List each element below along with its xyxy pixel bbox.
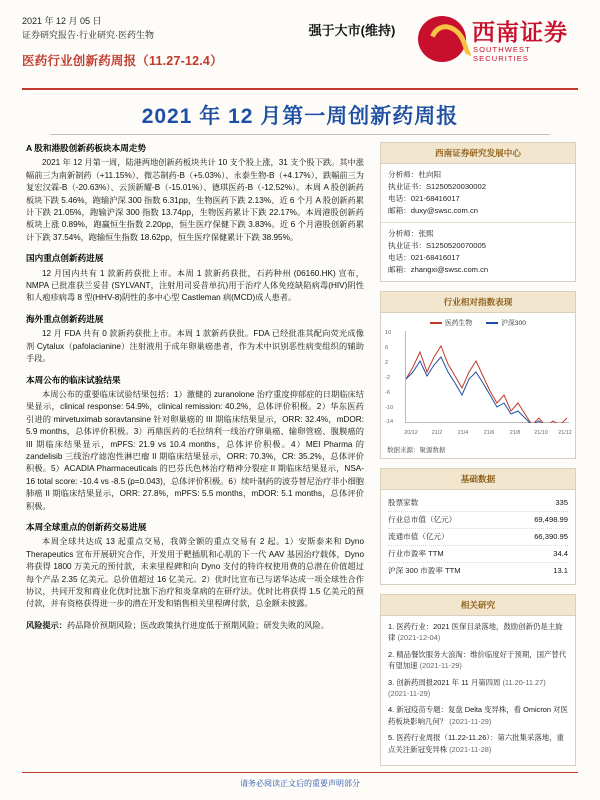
table-row bbox=[388, 495, 568, 512]
section-body-domestic: 12 月国内共有 1 款新药获批上市。本周 1 款新药获批，石药种州 (06160.HK) 宣布，NMPA 已批准获兰妥昔 (SYLVANT，注射用司妥昔单抗)用于治疗人体免疫缺陷病毒(HIV)阴性和人疱疹病毒 8 型(HHV-8)阴性的多中心型 Castleman 病(MCD)成人患者。 bbox=[26, 268, 364, 303]
series-line-benchmark bbox=[406, 357, 567, 423]
report-sector-title: 医药行业创新药周报（11.27-12.4） bbox=[22, 54, 223, 68]
data-key: 股票家数 bbox=[388, 498, 419, 507]
data-key: 流通市值（亿元） bbox=[388, 532, 449, 541]
report-date: (2021-11-29) bbox=[388, 689, 431, 699]
industry-index-chart-box bbox=[380, 291, 576, 459]
chart-area bbox=[381, 313, 575, 443]
section-heading-market: A 股和港股创新药板块本周走势 bbox=[26, 143, 146, 153]
title-divider bbox=[50, 134, 550, 135]
data-value: 34.4 bbox=[553, 549, 568, 558]
logo-name-en: SOUTHWEST SECURITIES bbox=[473, 45, 531, 63]
list-item[interactable] bbox=[388, 677, 568, 700]
report-link[interactable]: 4. 新冠疫苗专题：复盘 Delta 变异株，看 Omicron 对医药板块影响几何？ bbox=[388, 705, 568, 726]
list-item[interactable] bbox=[388, 704, 568, 727]
table-row bbox=[388, 529, 568, 546]
y-tick-5: -10 bbox=[385, 405, 394, 411]
y-tick-1: 6 bbox=[385, 345, 389, 351]
chart-svg bbox=[406, 331, 570, 423]
x-tick-2: 21/4 bbox=[457, 430, 469, 436]
company-logo bbox=[418, 14, 578, 66]
x-tick-0: 20/12 bbox=[404, 430, 418, 436]
logo-mark-icon bbox=[418, 16, 466, 62]
page-title: 2021 年 12 月第一周创新药周报 bbox=[141, 105, 459, 128]
y-tick-3: -2 bbox=[385, 375, 390, 381]
section-heading-trials: 本周公布的临床试验结果 bbox=[26, 374, 121, 385]
section-heading-domestic: 国内重点创新药进展 bbox=[26, 253, 104, 264]
risk-text: 药品降价预期风险；医改政策执行进度低于预期风险；研发失败的风险。 bbox=[66, 620, 329, 630]
table-row bbox=[388, 563, 568, 579]
section-body-trials: 本周公布的重要临床试验结果包括：1）激健的 zuranolone 治疗重度抑郁症的日期临床结果显示，clinical response: 54.9%，clinical remission: 40.2%，总体评价积极。2）华东医药引进的 mirvetuximab soravtansine 针对卵巢癌的 III 期临床结果显示，ORR: 32.4%，mDOR: 5.9 months，总体评价积极。3）再鼎医药的毛拉纳利一线治疗卵巢癌、输卵管癌、腹膜癌的 III 期临床结果显示，mPFS: 21.9 vs 10.4 months，总体评价积极。4）MEI Pharma 的 zandelisib 三线治疗滤泡性淋巴瘤 II 期临床结果显示，ORR: 70.3%，CR: 35.2%，总体评价积极。5）ACADIA Pharmaceuticals 的巴芬氏色林治疗精神分裂症 II 期临床结果显示，NSA-16 total score: -10.4 vs -8.5 (p=0.043)，总体评价积极。6）续叶制药的波芬替尼治疗非小细胞肺癌 II 期临床结果显示，ORR: 27.8%，mPFS: 5.5 months，mDOR: 5.1 months，总体评价积极。 bbox=[26, 389, 364, 511]
section-body-market: 2021 年 12 月第一周，陆港两地创新药板块共计 10 支个股上涨，31 支个股下跌。其中涨幅前三为南新制药（+11.15%）、微芯制药-B（+5.03%）、永泰生物-B（+4.17%），跌幅前三为复宏汉霖-B（-20.63%）、云顶新耀-B（-15.01%）、德琪医药-B（-12.52%）。本周 A 股创新药板块下跌 5.46%，跑输沪深 300 指数 6.31pp，生物医药下跌 2.13%、近 6 个月 A 股创新药累计下跌 21.05%，跑输沪深 300 指数 13.74pp，生物医药累计下跌 22.17%。本周港股创新药板块上涨 0.89%，跑赢恒生指数 2.20pp，恒生医疗保健下跌 3.83%。近 6 个月港股创新药累计下跌 37.54%，跑输恒生指数 18.62pp，恒生医疗保健累计下跌 38.95%。 bbox=[26, 158, 364, 242]
logo-name-cn: 西南证券 bbox=[472, 20, 568, 46]
y-tick-2: 2 bbox=[385, 360, 389, 366]
data-key: 沪深 300 市盈率 TTM bbox=[388, 566, 461, 575]
list-item[interactable] bbox=[388, 649, 568, 672]
y-tick-6: -14 bbox=[385, 419, 394, 425]
chart-legend bbox=[385, 317, 571, 327]
basic-data-table bbox=[381, 490, 575, 584]
header-left bbox=[22, 14, 272, 69]
table-row bbox=[388, 546, 568, 563]
analyst-block-1 bbox=[381, 164, 575, 222]
section-body-overseas: 12 月 FDA 共有 0 款新药获批上市。本周 1 款新药获批。FDA 已经批准其配向荧光成像剂 Cytalux（pafolacianine）注射液用于成年卵巢癌患者，作为术中识别恶性病变组织的辅助手段。 bbox=[26, 329, 364, 364]
report-link[interactable]: 5. 医药行业周报（11.22-11.26）：第六批集采落地，重点关注新冠变异株 bbox=[388, 733, 564, 754]
footer-disclaimer: 请务必阅读正文后的重要声明部分 bbox=[240, 779, 360, 788]
risk-label: 风险提示： bbox=[26, 620, 67, 630]
chart-source: 数据来源：聚源数据 bbox=[387, 447, 446, 454]
research-center-box bbox=[380, 142, 576, 282]
table-row bbox=[388, 512, 568, 529]
rating-badge: 强于大市(维持) bbox=[308, 23, 396, 38]
data-key: 行业总市值（亿元） bbox=[388, 515, 457, 524]
x-tick-4: 21/8 bbox=[509, 430, 521, 436]
analyst-1-name: 分析师：杜向阳 bbox=[388, 170, 442, 179]
list-item[interactable] bbox=[388, 732, 568, 755]
data-value: 66,390.95 bbox=[534, 532, 568, 541]
analyst-2-name: 分析师：张熙 bbox=[388, 229, 434, 238]
section-body-deals: 本周全球共达成 13 起重点交易，我筛全额的重点交易有 2 起。1）安斯泰来和 Dyno Therapeutics 宣布开展研究合作，开发用于靶插肌和心肌的下一代 AAV 基因治疗载体，Dyno 将获得 1800 万美元的预付款，未来里程碑和向 Dyno 支付的特许权使用费的总潜在价值超过每个产品 2.35 亿美元。总价值超过 16 亿美元。2）优时比宣布已与诺华达成一项全球性合作协议，共同开发和商业化优时比旗下治疗和炎拿病的在研疗法。优时比将获得 1.5 亿美元的预付款，并有资格获得进一步的潜在开发和销售相关里程碑付款，总金额未披露。 bbox=[26, 537, 364, 609]
analyst-1-cert: 执业证书：S1250520030002 bbox=[388, 182, 486, 191]
report-link[interactable]: 2. 精品餐饮服务大浪淘：维价临度好于预期，国产替代有望加速 bbox=[388, 649, 567, 671]
risk-notice bbox=[26, 620, 364, 632]
related-reports-title: 相关研究 bbox=[381, 595, 575, 616]
report-date: 2021 年 12 月 05 日 bbox=[22, 16, 102, 26]
data-value: 69,498.99 bbox=[534, 515, 568, 524]
analyst-2-mail[interactable]: 邮箱：zhangxi@swsc.com.cn bbox=[388, 265, 489, 274]
series-line-industry bbox=[406, 346, 567, 423]
header-divider bbox=[22, 88, 578, 90]
section-heading-deals: 本周全球重点的创新药交易进展 bbox=[26, 521, 147, 532]
chart-plot bbox=[405, 331, 569, 423]
line-chart bbox=[385, 329, 571, 437]
data-key: 行业市盈率 TTM bbox=[388, 549, 444, 558]
report-link[interactable]: 1. 医药行业：2021 医保目录落地，鼓励创新仍是主旋律 bbox=[388, 622, 563, 643]
report-date: (2021-11-28) bbox=[449, 744, 492, 754]
basic-data-title: 基础数据 bbox=[381, 469, 575, 490]
x-tick-3: 21/6 bbox=[483, 430, 495, 436]
legend-item-benchmark bbox=[486, 317, 526, 327]
analyst-1-tel: 电话：021-68416017 bbox=[388, 194, 460, 203]
main-content bbox=[26, 142, 364, 632]
sidebar bbox=[380, 142, 576, 775]
report-range: (11.20-11.27) bbox=[502, 677, 546, 687]
analyst-2-cert: 执业证书：S1250520070005 bbox=[388, 241, 486, 250]
list-item[interactable] bbox=[388, 621, 568, 644]
related-reports-list bbox=[381, 616, 575, 765]
legend-label-benchmark: 沪深300 bbox=[501, 320, 527, 327]
legend-label-industry: 医药生物 bbox=[444, 320, 473, 327]
report-date: (2021-11-29) bbox=[449, 716, 492, 726]
section-heading-overseas: 海外重点创新药进展 bbox=[26, 313, 104, 324]
analyst-2-tel: 电话：021-68416017 bbox=[388, 253, 460, 262]
data-value: 13.1 bbox=[553, 566, 568, 575]
x-tick-6: 21/12 bbox=[558, 430, 572, 436]
legend-item-industry bbox=[430, 317, 472, 327]
basic-data-box bbox=[380, 468, 576, 585]
report-link[interactable]: 3. 创新药周报2021 年 11 月第四周 bbox=[388, 677, 501, 687]
chart-title: 行业相对指数表现 bbox=[381, 292, 575, 313]
footer-divider bbox=[22, 772, 578, 773]
y-tick-4: -6 bbox=[385, 390, 390, 396]
analyst-block-2 bbox=[381, 222, 575, 281]
research-center-title: 西南证券研究发展中心 bbox=[381, 143, 575, 164]
x-tick-1: 21/2 bbox=[431, 430, 443, 436]
report-date: (2021-11-29) bbox=[419, 661, 462, 671]
y-tick-0: 10 bbox=[385, 330, 392, 336]
analyst-1-mail[interactable]: 邮箱：duxy@swsc.com.cn bbox=[388, 206, 478, 215]
x-tick-5: 21/10 bbox=[534, 430, 548, 436]
report-header bbox=[22, 14, 578, 86]
report-date: (2021-12-04) bbox=[397, 633, 441, 643]
related-reports-box bbox=[380, 594, 576, 766]
data-value: 335 bbox=[555, 498, 568, 507]
report-subtitle: 证券研究报告·行业研究·医药生物 bbox=[22, 30, 154, 40]
